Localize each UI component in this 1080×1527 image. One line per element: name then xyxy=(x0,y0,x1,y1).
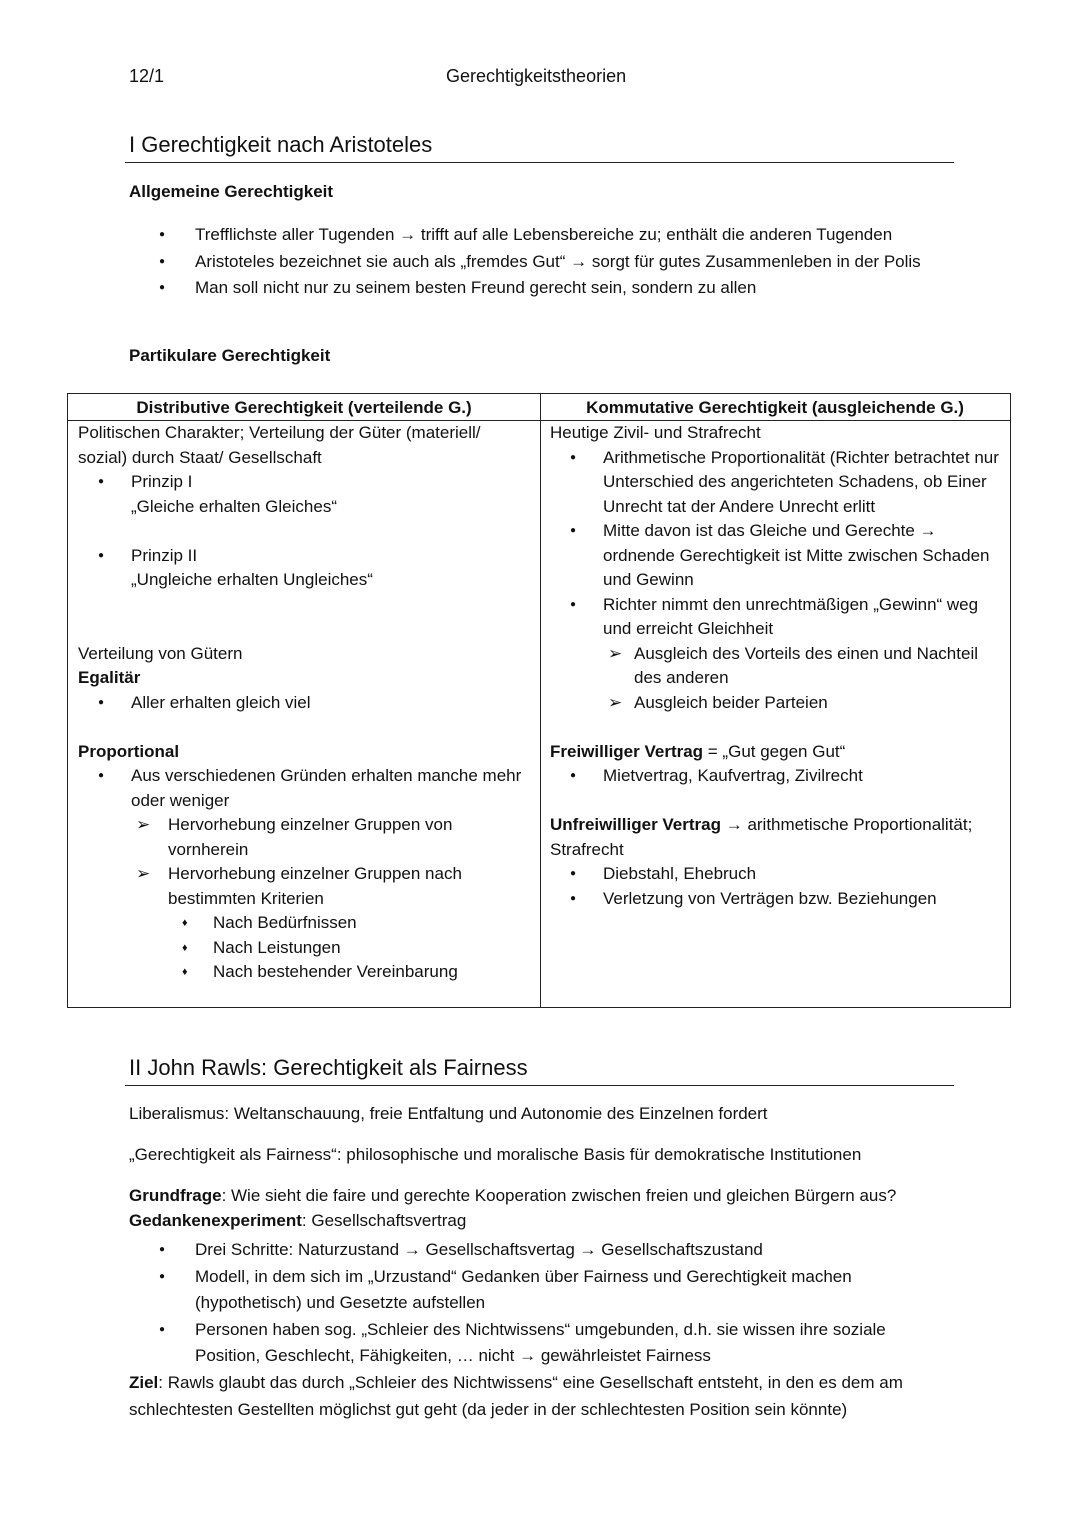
goal-label: Ziel xyxy=(129,1373,159,1392)
table-header-distributive: Distributive Gerechtigkeit (verteilende G.) xyxy=(136,398,472,417)
distributive-cell xyxy=(78,421,533,985)
proportional-heading: Proportional xyxy=(78,741,180,761)
key-question-text: : Wie sieht die faire und gerechte Kooperation zwischen freien und gleichen Bürgern aus? xyxy=(221,1186,897,1205)
involuntary-contract-item: ● Diebstahl, Ehebruch xyxy=(550,862,1005,887)
list-item: ● Trefflichste aller Tugenden → trifft auf alle Lebensbereiche zu; enthält die anderen Tugenden xyxy=(129,222,959,249)
justice-table xyxy=(67,393,1011,1008)
rawls-list xyxy=(129,1237,939,1370)
principle-2-text: „Ungleiche erhalten Ungleiches“ xyxy=(131,570,373,589)
list-item: ● Aristoteles bezeichnet sie auch als „fremdes Gut“ → sorgt für gutes Zusammenleben in der Polis xyxy=(129,249,959,276)
proportional-sub-item: ➢ Hervorhebung einzelner Gruppen von vornherein xyxy=(78,813,533,862)
voluntary-contract xyxy=(550,740,1005,765)
principle-2 xyxy=(78,544,533,593)
voluntary-contract-label: Freiwilliger Vertrag xyxy=(550,741,704,761)
voluntary-contract-item: ● Mietvertrag, Kaufvertrag, Zivilrecht xyxy=(550,764,1005,789)
commutative-intro: Heutige Zivil- und Strafrecht xyxy=(550,423,761,442)
principle-2-label: Prinzip II xyxy=(131,545,198,565)
commutative-item: ● Arithmetische Proportionalität (Richter betrachtet nur Unterschied des angerichteten Schadens, ob Einer Unrecht tat der Andere Unrecht erlitt xyxy=(550,446,1005,520)
egalitarian-heading: Egalitär xyxy=(78,668,141,687)
criteria-item: ♦ Nach Bedürfnissen xyxy=(78,911,533,936)
involuntary-contract xyxy=(550,813,1005,862)
table-header-commutative: Kommutative Gerechtigkeit (ausgleichende G.) xyxy=(586,398,964,417)
list-item: ● Drei Schritte: Naturzustand → Gesellschaftsvertag → Gesellschaftszustand xyxy=(129,1237,939,1264)
particular-justice-heading: Partikulare Gerechtigkeit xyxy=(129,346,331,365)
key-question xyxy=(129,1184,969,1209)
egalitarian-item: ● Aller erhalten gleich viel xyxy=(78,691,533,716)
distributive-intro: Politischen Charakter; Verteilung der Güter (materiell/ sozial) durch Staat/ Gesellschaft xyxy=(78,423,481,467)
voluntary-contract-text: = „Gut gegen Gut“ xyxy=(703,741,846,761)
involuntary-contract-item: ● Verletzung von Verträgen bzw. Beziehungen xyxy=(550,887,1005,912)
proportional-sub-item: ➢ Hervorhebung einzelner Gruppen nach bestimmten Kriterien xyxy=(78,862,533,911)
principle-1-label: Prinzip I xyxy=(131,472,193,491)
fairness-paragraph: „Gerechtigkeit als Fairness“: philosophische und moralische Basis für demokratische Institutionen xyxy=(129,1145,862,1164)
thought-experiment-label: Gedankenexperiment xyxy=(129,1211,302,1230)
list-item: ● Modell, in dem sich im „Urzustand“ Gedanken über Fairness und Gerechtigkeit machen (hypothetisch) und Gesetzte aufstellen xyxy=(129,1264,939,1317)
thought-experiment-text: : Gesellschaftsvertrag xyxy=(301,1211,467,1230)
commutative-sub-item: ➢ Ausgleich des Vorteils des einen und Nachteil des anderen xyxy=(550,642,1005,691)
list-item: ● Personen haben sog. „Schleier des Nichtwissens“ umgebunden, d.h. sie wissen ihre soziale Position, Geschlecht, Fähigkeiten, … nicht → gewährleistet Fairness xyxy=(129,1317,939,1370)
commutative-cell xyxy=(550,421,1005,911)
page-number: 12/1 xyxy=(129,66,165,86)
involuntary-contract-text: → arithmetische Proportionalität; Strafrecht xyxy=(550,815,973,859)
general-justice-list xyxy=(129,222,959,302)
goal-paragraph xyxy=(129,1370,965,1423)
table-divider xyxy=(540,394,541,1007)
section-1-rule xyxy=(125,162,954,163)
proportional-item: ● Aus verschiedenen Gründen erhalten manche mehr oder weniger xyxy=(78,764,533,813)
distribution-label: Verteilung von Gütern xyxy=(78,643,243,663)
commutative-sub-item: ➢ Ausgleich beider Parteien xyxy=(550,691,1005,716)
section-2-title: II John Rawls: Gerechtigkeit als Fairness xyxy=(129,1055,528,1080)
thought-experiment xyxy=(129,1209,969,1234)
principle-1-text: „Gleiche erhalten Gleiches“ xyxy=(131,496,337,516)
goal-text: : Rawls glaubt das durch „Schleier des Nichtwissens“ eine Gesellschaft entsteht, in den es dem am schlechtesten Gestellten möglichst gut geht (da jeder in der schlechtesten Position sein könnte) xyxy=(129,1373,903,1419)
key-question-label: Grundfrage xyxy=(129,1186,222,1205)
commutative-item: ● Mitte davon ist das Gleiche und Gerechte → ordnende Gerechtigkeit ist Mitte zwischen Schaden und Gewinn xyxy=(550,519,1005,593)
criteria-item: ♦ Nach Leistungen xyxy=(78,936,533,961)
section-2-rule xyxy=(125,1085,954,1086)
principle-1 xyxy=(78,470,533,519)
commutative-item: ● Richter nimmt den unrechtmäßigen „Gewinn“ weg und erreicht Gleichheit xyxy=(550,593,1005,642)
list-item: ● Man soll nicht nur zu seinem besten Freund gerecht sein, sondern zu allen xyxy=(129,275,959,302)
section-1-title: I Gerechtigkeit nach Aristoteles xyxy=(129,132,433,157)
document-title: Gerechtigkeitstheorien xyxy=(446,66,627,86)
involuntary-contract-label: Unfreiwilliger Vertrag xyxy=(550,815,721,834)
liberalism-paragraph: Liberalismus: Weltanschauung, freie Entfaltung und Autonomie des Einzelnen fordert xyxy=(129,1104,768,1123)
general-justice-heading: Allgemeine Gerechtigkeit xyxy=(129,182,334,201)
criteria-item: ♦ Nach bestehender Vereinbarung xyxy=(78,960,533,985)
